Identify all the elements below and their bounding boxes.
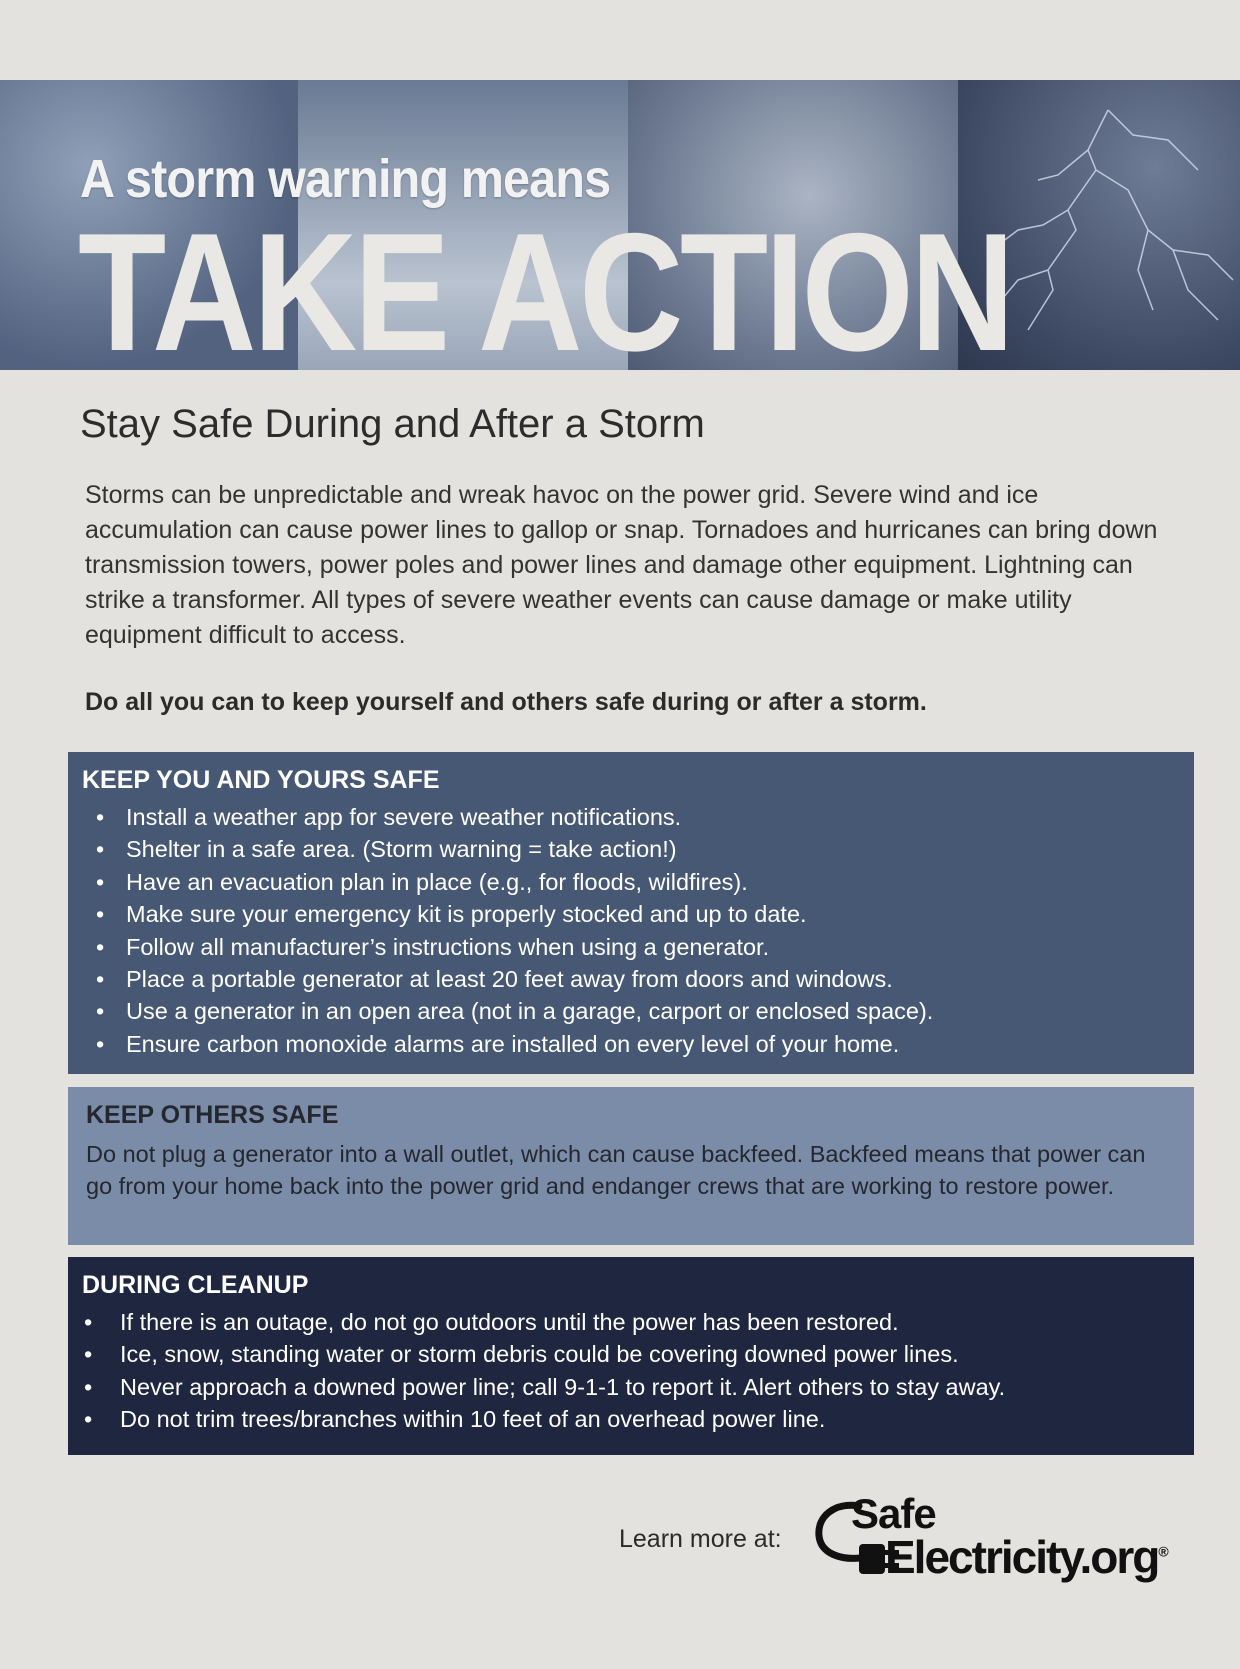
during-cleanup-section bbox=[68, 1257, 1194, 1455]
keep-others-safe-body: Do not plug a generator into a wall outlet, which can cause backfeed. Backfeed means that power can go from your home back into the power grid and endanger crews that are working to restore power. bbox=[86, 1141, 1146, 1200]
list-item: • Make sure your emergency kit is properly stocked and up to date. bbox=[82, 898, 1180, 930]
safe-electricity-logo[interactable] bbox=[815, 1490, 1175, 1590]
registered-mark: ® bbox=[1158, 1543, 1167, 1560]
list-item: • Do not trim trees/branches within 10 feet of an overhead power line. bbox=[82, 1403, 1180, 1435]
bullet-icon: • bbox=[96, 836, 105, 863]
bullet-icon: • bbox=[96, 966, 105, 993]
logo-text-safe: Safe bbox=[851, 1490, 936, 1537]
learn-more-label: Learn more at: bbox=[619, 1525, 782, 1553]
bullet-icon: • bbox=[96, 1030, 105, 1057]
list-item: • Ice, snow, standing water or storm debris could be covering downed power lines. bbox=[82, 1338, 1180, 1370]
list-item: • If there is an outage, do not go outdoors until the power has been restored. bbox=[82, 1306, 1180, 1338]
list-item: • Have an evacuation plan in place (e.g., for floods, wildfires). bbox=[82, 866, 1180, 898]
list-item: • Use a generator in an open area (not in a garage, carport or enclosed space). bbox=[82, 995, 1180, 1027]
keep-others-safe-section bbox=[68, 1087, 1194, 1245]
list-item: • Never approach a downed power line; call 9-1-1 to report it. Alert others to stay away. bbox=[82, 1371, 1180, 1403]
list-item: • Shelter in a safe area. (Storm warning = take action!) bbox=[82, 833, 1180, 865]
bullet-icon: • bbox=[96, 998, 105, 1025]
list-item: • Place a portable generator at least 20 feet away from doors and windows. bbox=[82, 963, 1180, 995]
hero-subtitle: A storm warning means bbox=[80, 149, 611, 209]
list-item: • Follow all manufacturer’s instructions when using a generator. bbox=[82, 931, 1180, 963]
bullet-icon: • bbox=[84, 1373, 93, 1400]
during-cleanup-list bbox=[82, 1306, 1180, 1436]
bullet-icon: • bbox=[84, 1406, 93, 1433]
intro-paragraph: Storms can be unpredictable and wreak havoc on the power grid. Severe wind and ice accumulation can cause power lines to gallop or snap. Tornadoes and hurricanes can bring down transmission towers, power poles and power lines and damage other equipment. Lightning can strike a transformer. All types of severe weather events can cause damage or make utility equipment difficult to access. bbox=[85, 481, 1158, 649]
bullet-icon: • bbox=[96, 868, 105, 895]
keep-you-safe-section bbox=[68, 752, 1194, 1074]
bullet-icon: • bbox=[96, 933, 105, 960]
bullet-icon: • bbox=[96, 901, 105, 928]
hero-banner bbox=[0, 80, 1240, 370]
hero-headline: TAKE ACTION bbox=[78, 198, 1012, 370]
page-title: Stay Safe During and After a Storm bbox=[80, 402, 705, 446]
list-item: • Install a weather app for severe weather notifications. bbox=[82, 801, 1180, 833]
keep-others-safe-heading: KEEP OTHERS SAFE bbox=[86, 1101, 339, 1129]
intro-callout: Do all you can to keep yourself and others safe during or after a storm. bbox=[85, 688, 927, 716]
bullet-icon: • bbox=[84, 1341, 93, 1368]
logo-text-electricity: Electricity.org® bbox=[885, 1531, 1167, 1583]
bullet-icon: • bbox=[96, 804, 105, 830]
during-cleanup-heading: DURING CLEANUP bbox=[82, 1271, 309, 1299]
list-item: • Ensure carbon monoxide alarms are installed on every level of your home. bbox=[82, 1028, 1180, 1060]
keep-you-safe-list bbox=[82, 801, 1180, 1060]
keep-you-safe-heading: KEEP YOU AND YOURS SAFE bbox=[82, 766, 440, 794]
bullet-icon: • bbox=[84, 1309, 93, 1335]
